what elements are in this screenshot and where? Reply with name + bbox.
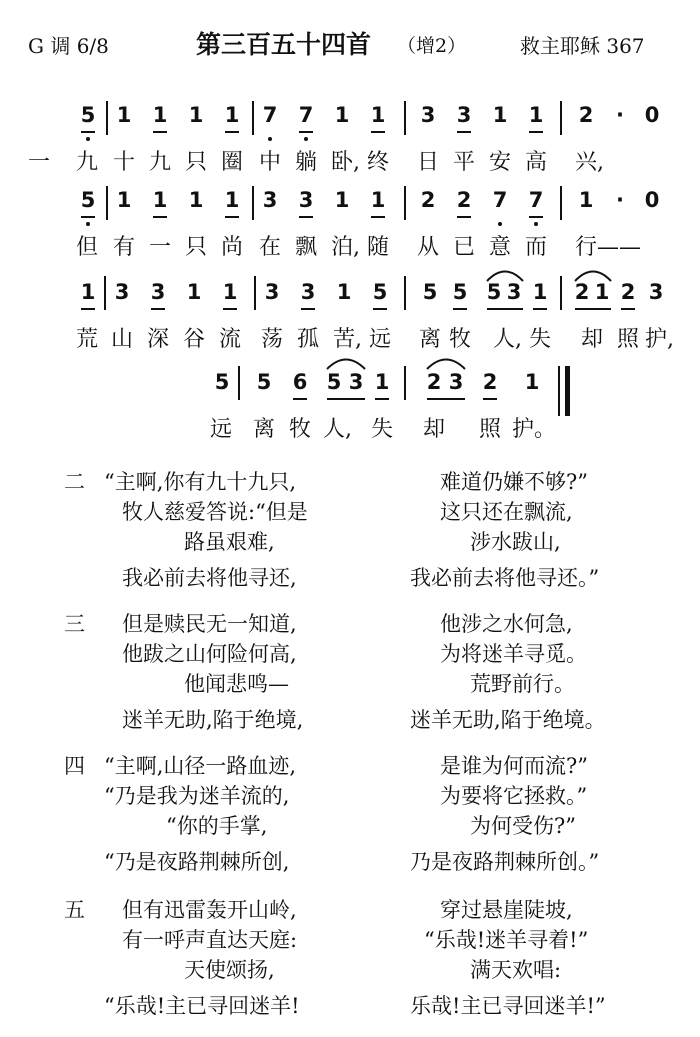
lyric: 谷	[183, 327, 206, 352]
lyric: 却	[581, 327, 604, 352]
note: 1	[374, 370, 390, 394]
verse-line: 乃是夜路荆棘所创。”	[410, 850, 600, 874]
note: 3	[300, 280, 316, 304]
lyric: 远	[210, 417, 233, 442]
verse-line: 是谁为何而流?”	[440, 754, 588, 778]
note: 1	[532, 280, 548, 304]
note: 1	[188, 103, 204, 127]
note: 7	[262, 103, 278, 127]
lyric: 随	[367, 235, 390, 260]
lyric: 兴,	[575, 150, 604, 175]
lyric: 照	[479, 417, 502, 442]
verse-line: 但有迅雷轰开山岭,	[122, 898, 297, 922]
lyric: 但	[76, 235, 99, 260]
verse-line: 为将迷羊寻觅。	[440, 642, 587, 666]
lyric: 日	[417, 150, 440, 175]
lyric: 高	[525, 150, 548, 175]
lyric: 只	[185, 235, 208, 260]
note: 5	[452, 280, 468, 304]
verse-line: 为要将它拯救。”	[440, 784, 588, 808]
hymn-tag: （增2）	[397, 35, 467, 57]
lyric: 荡	[261, 327, 284, 352]
lyric: 苦,	[333, 327, 362, 352]
lyric: 失	[529, 327, 552, 352]
lyric: 而	[525, 235, 548, 260]
note: 5	[214, 370, 230, 394]
note: 3	[348, 370, 364, 394]
lyric: 离	[253, 417, 276, 442]
slur	[572, 266, 614, 282]
section-label: 救主耶稣 367	[520, 34, 645, 58]
note: 5	[422, 280, 438, 304]
lyric: 一	[149, 235, 172, 260]
note: 2	[620, 280, 636, 304]
note: ·	[616, 188, 624, 212]
verse-line: 迷羊无助,陷于绝境。	[410, 708, 606, 732]
note: 1	[528, 103, 544, 127]
verse-line: 为何受伤?”	[470, 814, 576, 838]
note: 5	[80, 188, 96, 212]
verse-line: 穿过悬崖陡坡,	[440, 898, 573, 922]
verse-number: 四	[64, 754, 85, 778]
lyric: 已	[453, 235, 476, 260]
note: 3	[448, 370, 464, 394]
lyric: 只	[185, 150, 208, 175]
note: 2	[578, 103, 594, 127]
note: 3	[298, 188, 314, 212]
verse-line: 这只还在飘流,	[440, 500, 573, 524]
verse-line: 涉水跋山,	[470, 530, 561, 554]
note: 1	[80, 280, 96, 304]
lyric: 流	[219, 327, 242, 352]
note: 7	[492, 188, 508, 212]
note: ·	[616, 103, 624, 127]
verse-line: 路虽艰难,	[184, 530, 275, 554]
note: 1	[224, 188, 240, 212]
note: 5	[372, 280, 388, 304]
lyric: 躺	[295, 150, 318, 175]
verse-line: “你的手掌,	[166, 814, 268, 838]
note: 1	[336, 280, 352, 304]
lyric: 中	[259, 150, 282, 175]
note: 5	[326, 370, 342, 394]
note: 3	[114, 280, 130, 304]
music-system-4	[0, 352, 700, 447]
note: 1	[152, 188, 168, 212]
note: 0	[644, 103, 660, 127]
note: 2	[456, 188, 472, 212]
lyric: 泊,	[331, 235, 360, 260]
slur	[484, 266, 526, 282]
note: 3	[456, 103, 472, 127]
lyric: 荒	[76, 327, 99, 352]
lyric: 失	[371, 417, 394, 442]
lyric: 从	[417, 235, 440, 260]
verse-line: 有一呼声直达天庭:	[122, 928, 298, 952]
note: 3	[420, 103, 436, 127]
music-system-3	[0, 266, 700, 356]
note: 1	[116, 103, 132, 127]
lyric: 山	[111, 327, 134, 352]
music-system-2	[0, 180, 700, 270]
verse-line: 荒野前行。	[470, 672, 575, 696]
verse-line: 难道仍嫌不够?”	[440, 470, 588, 494]
note: 5	[80, 103, 96, 127]
note: 1	[334, 188, 350, 212]
note: 1	[186, 280, 202, 304]
note: 1	[334, 103, 350, 127]
verse-number: 一	[28, 150, 51, 175]
lyric: 护。	[512, 417, 557, 442]
note: 1	[524, 370, 540, 394]
note: 7	[528, 188, 544, 212]
lyric: 远	[369, 327, 392, 352]
lyric: 终	[367, 150, 390, 175]
verse-line: “主啊,山径一路血迹,	[104, 754, 297, 778]
verse-line: “乐哉!主已寻回迷羊!	[104, 994, 300, 1018]
lyric: 牧	[289, 417, 312, 442]
lyric: 十	[113, 150, 136, 175]
verse-line: 但是赎民无一知道,	[122, 612, 297, 636]
note: 2	[426, 370, 442, 394]
lyric: 尚	[221, 235, 244, 260]
verse-line: “乃是我为迷羊流的,	[104, 784, 290, 808]
lyric: 飘	[295, 235, 318, 260]
note: 1	[224, 103, 240, 127]
note: 2	[420, 188, 436, 212]
verse-line: 他跋之山何险何高,	[122, 642, 297, 666]
lyric: 牧	[449, 327, 472, 352]
lyric: 安	[489, 150, 512, 175]
note: 0	[644, 188, 660, 212]
note: 1	[116, 188, 132, 212]
note: 2	[482, 370, 498, 394]
note: 3	[262, 188, 278, 212]
verse-number: 三	[64, 612, 85, 636]
verse-line: 他闻悲鸣—	[184, 672, 289, 696]
note: 1	[578, 188, 594, 212]
lyric: 深	[147, 327, 170, 352]
lyric: 人,	[493, 327, 522, 352]
lyric: 有	[113, 235, 136, 260]
note: 1	[188, 188, 204, 212]
note: 5	[486, 280, 502, 304]
lyric: 在	[259, 235, 282, 260]
lyric: 行——	[575, 235, 642, 260]
note: 1	[492, 103, 508, 127]
note: 7	[298, 103, 314, 127]
lyric: 照	[617, 327, 640, 352]
verse-line: 我必前去将他寻还,	[122, 566, 297, 590]
lyric: 孤	[297, 327, 320, 352]
verse-line: “主啊,你有九十九只,	[104, 470, 297, 494]
note: 3	[264, 280, 280, 304]
note: 2	[574, 280, 590, 304]
note: 3	[506, 280, 522, 304]
verse-line: 他涉之水何急,	[440, 612, 573, 636]
verse-line: “乃是夜路荆棘所创,	[104, 850, 290, 874]
hymn-title: 第三百五十四首	[196, 30, 372, 59]
note: 1	[594, 280, 610, 304]
lyric: 圈	[221, 150, 244, 175]
lyric: 却	[423, 417, 446, 442]
lyric: 意	[489, 235, 512, 260]
lyric: 离	[419, 327, 442, 352]
lyric: 九	[149, 150, 172, 175]
music-system-1	[0, 95, 700, 185]
verse-number: 二	[64, 470, 85, 494]
verse-line: 我必前去将他寻还。”	[410, 566, 600, 590]
note: 3	[150, 280, 166, 304]
note: 1	[370, 103, 386, 127]
note: 3	[648, 280, 664, 304]
key-signature: G 调 6/8	[28, 34, 109, 58]
note: 1	[152, 103, 168, 127]
verse-line: 天使颂扬,	[184, 958, 275, 982]
lyric: 护,	[645, 327, 674, 352]
verse-line: 迷羊无助,陷于绝境,	[122, 708, 304, 732]
slur	[324, 354, 368, 370]
lyric: 平	[453, 150, 476, 175]
verse-line: 牧人慈爱答说:“但是	[122, 500, 308, 524]
verse-number: 五	[64, 898, 85, 922]
note: 1	[370, 188, 386, 212]
note: 1	[222, 280, 238, 304]
slur	[424, 354, 468, 370]
note: 5	[256, 370, 272, 394]
verse-line: “乐哉!迷羊寻着!”	[424, 928, 589, 952]
lyric: 卧,	[331, 150, 360, 175]
lyric: 人,	[323, 417, 352, 442]
note: 6	[292, 370, 308, 394]
lyric: 九	[76, 150, 99, 175]
verse-line: 满天欢唱:	[470, 958, 562, 982]
verse-line: 乐哉!主已寻回迷羊!”	[410, 994, 606, 1018]
